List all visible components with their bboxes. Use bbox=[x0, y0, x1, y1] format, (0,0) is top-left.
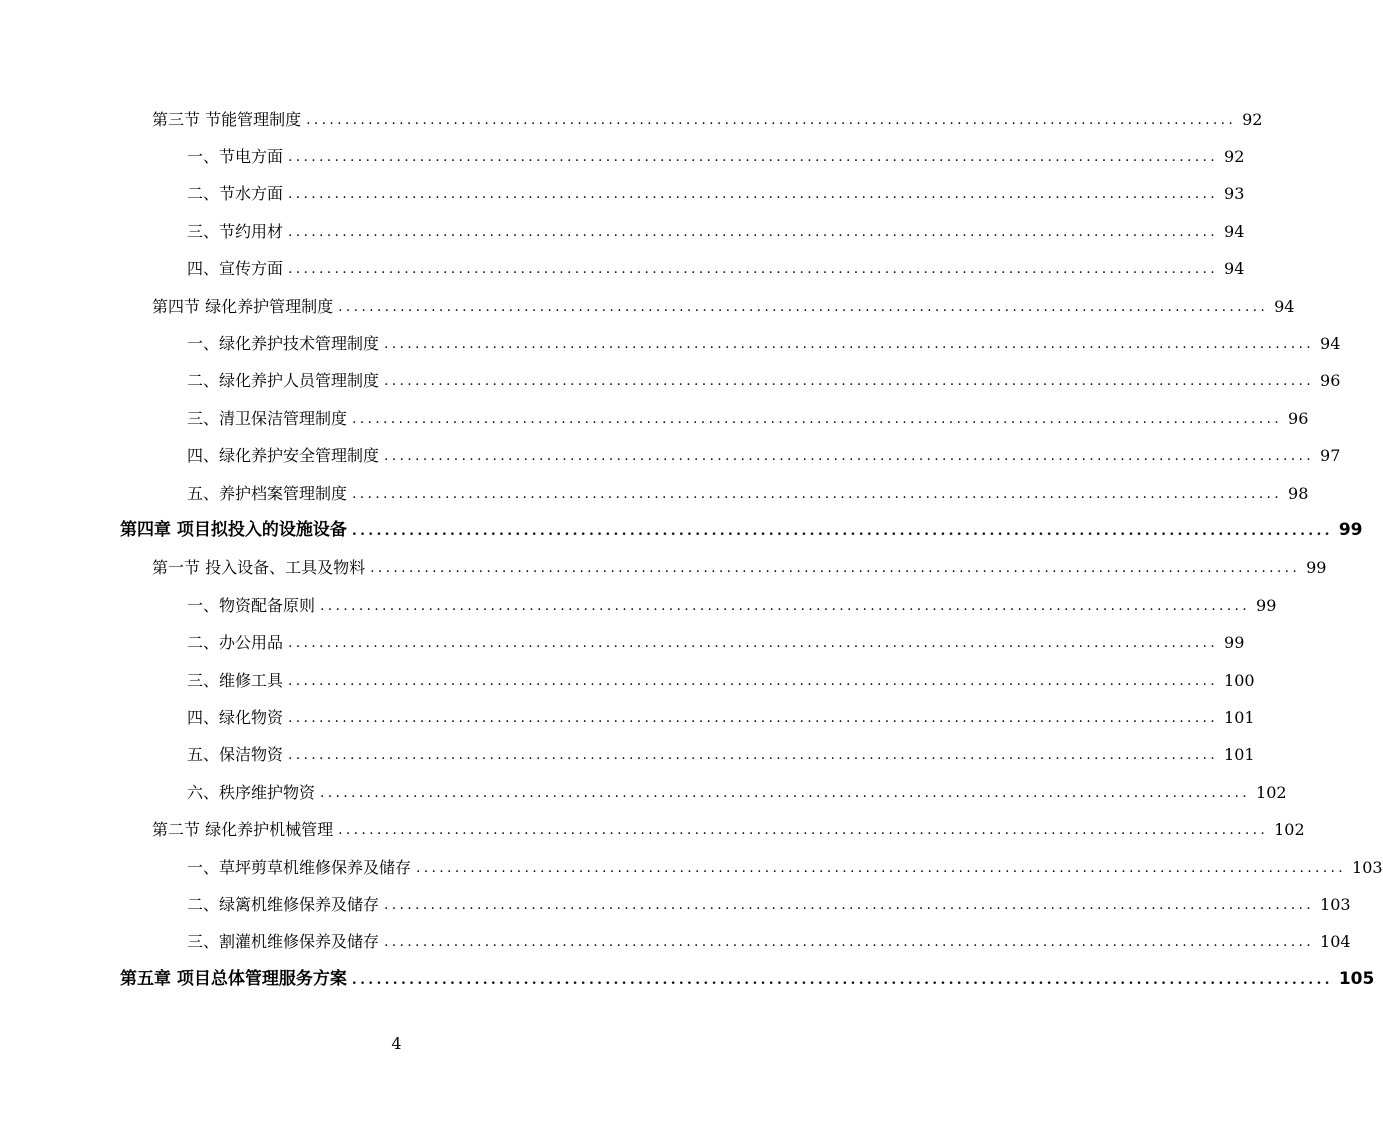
dot-leader: ........................................................................................................................ bbox=[320, 784, 1251, 801]
toc-entry-title: 第四章 项目拟投入的设施设备 bbox=[120, 520, 347, 541]
toc-entry-page-number: 101 bbox=[1224, 745, 1255, 765]
toc-subsection-entry[interactable] bbox=[0, 363, 1341, 400]
toc-entry-page-number: 93 bbox=[1224, 184, 1245, 204]
toc-entry-page-number: 103 bbox=[1320, 894, 1351, 914]
toc-entry-title: 五、养护档案管理制度 bbox=[187, 483, 348, 503]
dot-leader: ........................................................................................................................ bbox=[288, 223, 1219, 240]
toc-chapter-entry[interactable] bbox=[0, 512, 1363, 549]
toc-entry-page-number: 96 bbox=[1288, 408, 1309, 428]
toc-entry-title: 第二节 绿化养护机械管理 bbox=[152, 820, 334, 840]
dot-leader: ........................................................................................................................ bbox=[384, 336, 1315, 353]
toc-subsection-entry[interactable] bbox=[0, 699, 1255, 736]
toc-entry-page-number: 102 bbox=[1274, 820, 1305, 840]
toc-entry-page-number: 94 bbox=[1224, 221, 1245, 241]
toc-subsection-entry[interactable] bbox=[0, 624, 1245, 661]
dot-leader: ........................................................................................................................ bbox=[370, 560, 1301, 577]
toc-entry-page-number: 99 bbox=[1224, 633, 1245, 653]
dot-leader: ........................................................................................................................ bbox=[288, 747, 1219, 764]
toc-subsection-entry[interactable] bbox=[0, 662, 1255, 699]
toc-subsection-entry[interactable] bbox=[0, 886, 1351, 923]
toc-entry-page-number: 94 bbox=[1224, 259, 1245, 279]
toc-entry-page-number: 99 bbox=[1256, 595, 1277, 615]
dot-leader: ........................................................................................................................ bbox=[384, 934, 1315, 951]
toc-entry-page-number: 105 bbox=[1338, 969, 1375, 990]
dot-leader: ........................................................................................................................ bbox=[338, 822, 1269, 839]
toc-entry-page-number: 96 bbox=[1320, 371, 1341, 391]
toc-subsection-entry[interactable] bbox=[0, 475, 1309, 512]
toc-subsection-entry[interactable] bbox=[0, 251, 1245, 288]
toc-subsection-entry[interactable] bbox=[0, 849, 1383, 886]
toc-entry-title: 第五章 项目总体管理服务方案 bbox=[120, 969, 347, 990]
toc-entry-page-number: 97 bbox=[1320, 446, 1341, 466]
toc-section-entry[interactable] bbox=[0, 101, 1263, 138]
toc-chapter-entry[interactable] bbox=[0, 961, 1375, 998]
dot-leader: ........................................................................................................................ bbox=[288, 186, 1219, 203]
toc-entry-page-number: 102 bbox=[1256, 782, 1287, 802]
toc-section-entry[interactable] bbox=[0, 811, 1305, 848]
toc-entry-title: 一、草坪剪草机维修保养及储存 bbox=[187, 857, 412, 877]
toc-entry-title: 第三节 节能管理制度 bbox=[152, 109, 302, 129]
toc-subsection-entry[interactable] bbox=[0, 400, 1309, 437]
toc-entry-page-number: 94 bbox=[1274, 296, 1295, 316]
dot-leader: ........................................................................................................................ bbox=[352, 410, 1283, 427]
toc-entry-title: 二、节水方面 bbox=[187, 184, 284, 204]
toc-entry-page-number: 100 bbox=[1224, 670, 1255, 690]
dot-leader: ........................................................................................................................ bbox=[384, 373, 1315, 390]
toc-entry-title: 一、节电方面 bbox=[187, 147, 284, 167]
toc-subsection-entry[interactable] bbox=[0, 138, 1245, 175]
toc-entry-title: 第一节 投入设备、工具及物料 bbox=[152, 558, 366, 578]
dot-leader: ........................................................................................................................ bbox=[306, 111, 1237, 128]
toc-subsection-entry[interactable] bbox=[0, 924, 1351, 961]
toc-entry-title: 四、绿化养护安全管理制度 bbox=[187, 446, 380, 466]
toc-section-entry[interactable] bbox=[0, 288, 1295, 325]
toc-entry-title: 四、绿化物资 bbox=[187, 707, 284, 727]
dot-leader: ........................................................................................................................ bbox=[338, 298, 1269, 315]
dot-leader: ........................................................................................................................ bbox=[288, 709, 1219, 726]
dot-leader: ........................................................................................................................ bbox=[416, 859, 1347, 876]
toc-entry-page-number: 92 bbox=[1242, 109, 1263, 129]
dot-leader: ........................................................................................................................ bbox=[351, 522, 1333, 539]
toc-entry-title: 二、绿化养护人员管理制度 bbox=[187, 371, 380, 391]
toc-entry-title: 第四节 绿化养护管理制度 bbox=[152, 296, 334, 316]
toc-entry-page-number: 94 bbox=[1320, 334, 1341, 354]
toc-entry-title: 三、维修工具 bbox=[187, 670, 284, 690]
toc-entry-title: 二、办公用品 bbox=[187, 633, 284, 653]
toc-entry-page-number: 104 bbox=[1320, 932, 1351, 952]
toc-entry-title: 四、宣传方面 bbox=[187, 259, 284, 279]
page-number: 4 bbox=[391, 1034, 402, 1053]
dot-leader: ........................................................................................................................ bbox=[288, 261, 1219, 278]
toc-entry-title: 六、秩序维护物资 bbox=[187, 782, 316, 802]
toc-entry-page-number: 98 bbox=[1288, 483, 1309, 503]
dot-leader: ........................................................................................................................ bbox=[384, 896, 1315, 913]
toc-subsection-entry[interactable] bbox=[0, 737, 1255, 774]
toc-entry-page-number: 103 bbox=[1352, 857, 1383, 877]
toc-section-entry[interactable] bbox=[0, 550, 1327, 587]
toc-subsection-entry[interactable] bbox=[0, 325, 1341, 362]
toc-subsection-entry[interactable] bbox=[0, 438, 1341, 475]
toc-entry-page-number: 99 bbox=[1306, 558, 1327, 578]
dot-leader: ........................................................................................................................ bbox=[288, 149, 1219, 166]
toc-entry-title: 五、保洁物资 bbox=[187, 745, 284, 765]
dot-leader: ........................................................................................................................ bbox=[352, 485, 1283, 502]
dot-leader: ........................................................................................................................ bbox=[288, 672, 1219, 689]
toc-subsection-entry[interactable] bbox=[0, 774, 1287, 811]
toc-entry-title: 三、节约用材 bbox=[187, 221, 284, 241]
table-of-contents bbox=[0, 101, 1383, 998]
toc-subsection-entry[interactable] bbox=[0, 587, 1277, 624]
toc-entry-title: 一、物资配备原则 bbox=[187, 595, 316, 615]
toc-entry-title: 三、割灌机维修保养及储存 bbox=[187, 932, 380, 952]
toc-entry-page-number: 92 bbox=[1224, 147, 1245, 167]
toc-entry-page-number: 99 bbox=[1338, 520, 1363, 541]
toc-entry-page-number: 101 bbox=[1224, 707, 1255, 727]
dot-leader: ........................................................................................................................ bbox=[351, 971, 1333, 988]
toc-entry-title: 二、绿篱机维修保养及储存 bbox=[187, 894, 380, 914]
toc-entry-title: 一、绿化养护技术管理制度 bbox=[187, 334, 380, 354]
toc-subsection-entry[interactable] bbox=[0, 213, 1245, 250]
dot-leader: ........................................................................................................................ bbox=[384, 448, 1315, 465]
dot-leader: ........................................................................................................................ bbox=[288, 635, 1219, 652]
toc-entry-title: 三、清卫保洁管理制度 bbox=[187, 408, 348, 428]
toc-subsection-entry[interactable] bbox=[0, 176, 1245, 213]
dot-leader: ........................................................................................................................ bbox=[320, 597, 1251, 614]
